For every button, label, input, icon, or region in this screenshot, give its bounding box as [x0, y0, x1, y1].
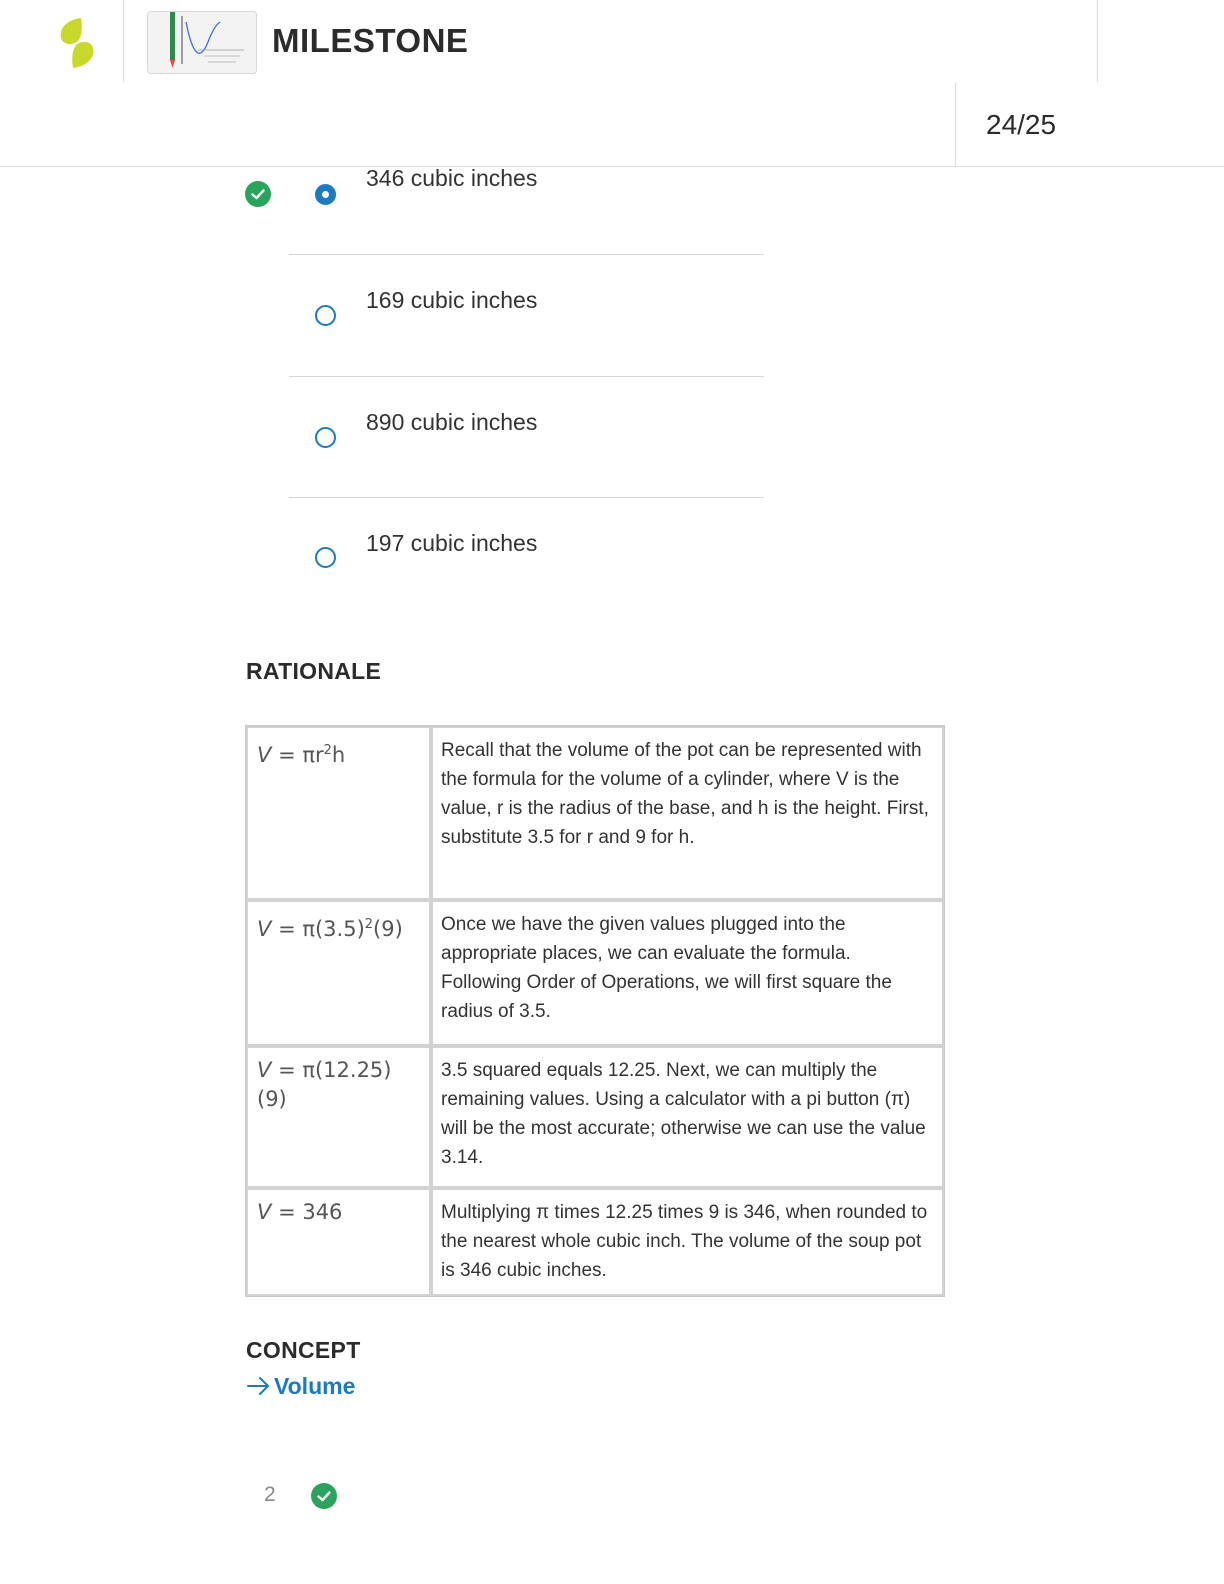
header-divider-right [1097, 0, 1098, 82]
score-counter: 24/25 [986, 109, 1057, 140]
table-row [246, 900, 944, 1046]
option-radio-1[interactable] [315, 184, 336, 205]
option-divider [289, 497, 764, 498]
option-divider [289, 254, 764, 255]
option-radio-4[interactable] [315, 547, 336, 568]
option-label-2[interactable]: 169 cubic inches [366, 287, 538, 313]
rationale-table [245, 725, 945, 1297]
explanation-cell: Recall that the volume of the pot can be represented with the formula for the volume of a cylinder, where V is the value, r is the radius of the base, and h is the height. First, substitute 3.5 for r and 9 for h. [431, 726, 944, 900]
option-label-1[interactable]: 346 cubic inches [366, 165, 538, 191]
option-radio-3[interactable] [315, 427, 336, 448]
explanation-cell: Multiplying π times 12.25 times 9 is 346, when rounded to the nearest whole cubic inch. The volume of the soup pot is 346 cubic inches. [431, 1188, 944, 1296]
rationale-heading: RATIONALE [246, 658, 382, 684]
option-label-3[interactable]: 890 cubic inches [366, 409, 538, 435]
app-title: MILESTONE [272, 22, 469, 59]
equation-cell: $V = \pi(3.5)^2(9)$ [246, 900, 431, 1046]
concept-link-volume[interactable] [246, 1373, 355, 1400]
equation-cell: V = 346 [246, 1188, 431, 1296]
score-divider [955, 83, 956, 166]
explanation-cell: 3.5 squared equals 12.25. Next, we can multiply the remaining values. Using a calculator with a pi button (π) will be the most accurate; otherwise we can use the value 3.14. [431, 1046, 944, 1188]
concept-link-label[interactable]: Volume [274, 1373, 356, 1399]
sophia-logo-icon[interactable] [55, 16, 99, 70]
header-divider [123, 0, 124, 82]
option-divider [289, 376, 764, 377]
question-number: 2 [264, 1483, 276, 1506]
option-label-4[interactable]: 197 cubic inches [366, 530, 538, 556]
option-radio-2[interactable] [315, 305, 336, 326]
header-bottom-border [0, 166, 1224, 167]
table-row [246, 726, 944, 900]
explanation-cell: Once we have the given values plugged into the appropriate places, we can evaluate the formula. Following Order of Operations, we will first square the radius of 3.5. [431, 900, 944, 1046]
correct-answer-checkmark-icon [245, 181, 271, 207]
equation-cell: $V = \pi r^2h$ [246, 726, 431, 900]
table-row [246, 1046, 944, 1188]
table-row [246, 1188, 944, 1296]
question-correct-checkmark-icon [311, 1483, 337, 1509]
course-thumbnail [147, 11, 257, 74]
concept-heading: CONCEPT [246, 1337, 361, 1363]
arrow-right-icon [246, 1375, 272, 1395]
equation-cell: V = π(12.25)(9) [246, 1046, 431, 1188]
